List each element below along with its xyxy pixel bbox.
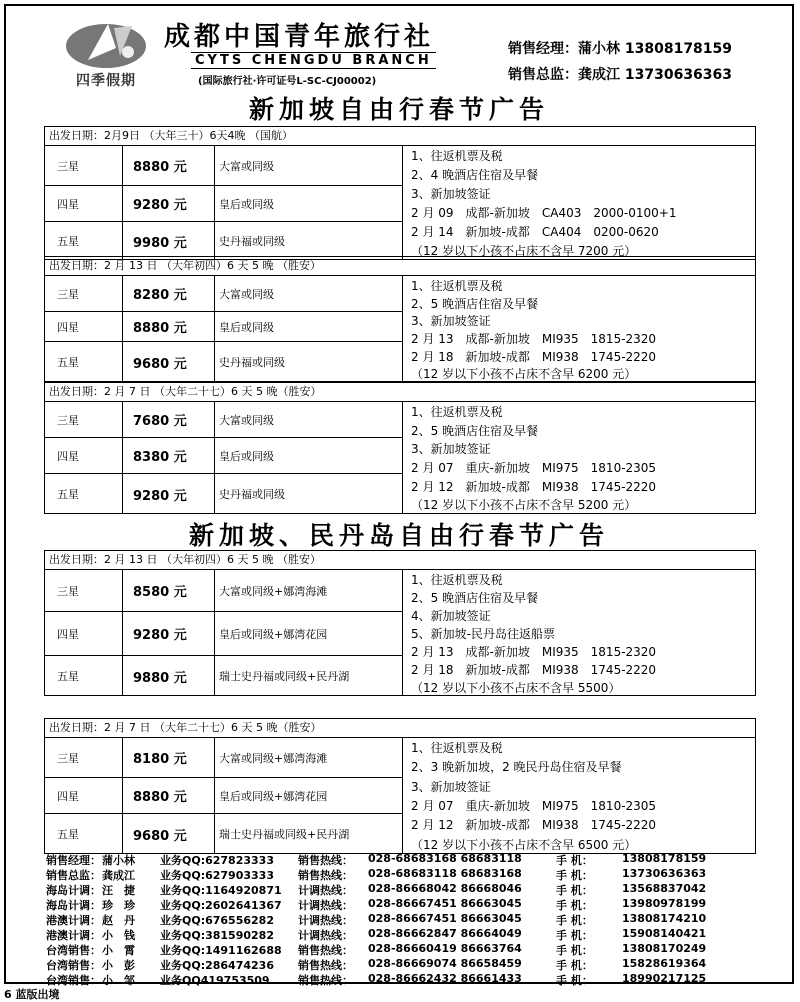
note-line: （12 岁以下小孩不占床不含早 5200 元） [411, 498, 637, 513]
mobile-number: 13568837042 [622, 882, 707, 895]
hotline-number: 028-86660419 86663764 [368, 942, 522, 955]
price-rows [45, 738, 403, 854]
header [6, 6, 792, 98]
star-rating: 三星 [45, 402, 123, 437]
price: 8280 元 [123, 276, 215, 311]
hotel-name: 瑞士史丹福或同级+民丹湖 [215, 656, 403, 696]
star-rating: 四星 [45, 438, 123, 473]
price-row [45, 570, 403, 612]
note-line: 2 月 18 新加坡-成都 MI938 1745-2220 [411, 349, 657, 364]
price-row [45, 342, 403, 382]
mobile-number: 13980978199 [622, 897, 707, 910]
price: 8380 元 [123, 438, 215, 473]
price-row [45, 276, 403, 312]
staff-qq: 业务QQ:2602641367 [160, 899, 282, 912]
price-row [45, 146, 403, 186]
price: 9280 元 [123, 474, 215, 514]
note-line: 2 月 13 成都-新加坡 MI935 1815-2320 [411, 645, 657, 659]
price: 8880 元 [123, 312, 215, 341]
hotel-name: 大富或同级 [215, 146, 403, 185]
hotline-label: 销售热线： [298, 959, 353, 972]
note-line: （12 岁以下小孩不占床不含早 7200 元） [411, 244, 637, 258]
included-notes [405, 276, 753, 382]
hotel-name: 皇后或同级 [215, 312, 403, 341]
price: 9680 元 [123, 342, 215, 382]
hotline-number: 028-86668042 86668046 [368, 882, 522, 895]
price-row [45, 186, 403, 222]
price-rows [45, 146, 403, 260]
mobile-number: 13808174210 [622, 912, 707, 925]
staff-name: 小 霄 [102, 944, 135, 957]
hotel-name: 皇后或同级 [215, 186, 403, 221]
mobile-label: 手 机： [556, 974, 593, 987]
tour-block [44, 382, 756, 514]
note-line: 2、5 晚酒店住宿及早餐 [411, 423, 539, 438]
hotline-label: 计调热线： [298, 899, 353, 912]
price: 8880 元 [123, 778, 215, 813]
hotline-label: 计调热线： [298, 884, 353, 897]
included-notes [405, 738, 753, 854]
hotel-name: 瑞士史丹福或同级+民丹湖 [215, 814, 403, 854]
staff-role: 台湾销售： [46, 959, 101, 972]
logo-text: 四季假期 [76, 73, 136, 89]
note-line: 1、往返机票及税 [411, 741, 503, 755]
departure-date: 出发日期：2 月 7 日 （大年二十七）6 天 5 晚（胜安） [45, 383, 755, 402]
staff-qq: 业务QQ:1491162688 [160, 944, 282, 957]
hotel-name: 大富或同级 [215, 402, 403, 437]
staff-name: 小 邹 [102, 974, 135, 987]
section-title-singapore-bintan: 新加坡、民丹岛自由行春节广告 [188, 521, 609, 550]
mobile-number: 15908140421 [622, 927, 707, 940]
note-line: 2、3 晚新加坡，2 晚民丹岛住宿及早餐 [411, 760, 622, 775]
hotline-number: 028-86667451 86663045 [368, 912, 522, 925]
star-rating: 三星 [45, 146, 123, 185]
hotline-label: 销售热线： [298, 854, 353, 867]
star-rating: 四星 [45, 186, 123, 221]
price: 8580 元 [123, 570, 215, 611]
hotline-number: 028-86667451 86663045 [368, 897, 522, 910]
price-row [45, 814, 403, 854]
included-notes [405, 402, 753, 514]
departure-date: 出发日期：2 月 7 日 （大年二十七）6 天 5 晚（胜安） [45, 719, 755, 738]
staff-name: 龚成江 [102, 869, 135, 882]
hotel-name: 大富或同级 [215, 276, 403, 311]
price-rows [45, 402, 403, 514]
hotel-name: 皇后或同级+娜湾花园 [215, 612, 403, 655]
note-line: 3、新加坡签证 [411, 779, 491, 794]
staff-qq: 业务QQ:286474236 [160, 959, 274, 972]
mobile-number: 15828619364 [622, 957, 707, 970]
price: 9880 元 [123, 656, 215, 696]
star-rating: 四星 [45, 612, 123, 655]
staff-name: 蒲小林 [102, 854, 135, 867]
note-line: 5、新加坡-民丹岛往返船票 [411, 627, 555, 641]
note-line: （12 岁以下小孩不占床不含早 6200 元） [411, 367, 637, 382]
price-row [45, 402, 403, 438]
note-line: 2 月 14 新加坡-成都 CA404 0200-0620 [411, 225, 659, 239]
note-line: 3、新加坡签证 [411, 442, 491, 457]
note-line: 2 月 07 重庆-新加坡 MI975 1810-2305 [411, 461, 657, 475]
departure-date: 出发日期：2月9日 （大年三十）6天4晚 （国航） [45, 127, 755, 146]
staff-name: 小 彭 [102, 959, 135, 972]
note-line: 1、往返机票及税 [411, 405, 503, 419]
mobile-label: 手 机： [556, 854, 593, 867]
price-row [45, 474, 403, 514]
mobile-number: 13730636363 [622, 867, 707, 880]
mobile-number: 13808178159 [622, 852, 707, 865]
agency-english-name: CYTS CHENGDU BRANCH [191, 52, 436, 69]
hotline-number: 028-68683118 68683168 [368, 867, 522, 880]
star-rating: 五星 [45, 814, 123, 854]
staff-name: 汪 捷 [102, 884, 135, 897]
mobile-label: 手 机： [556, 929, 593, 942]
star-rating: 五星 [45, 656, 123, 696]
hotline-number: 028-68683168 68683118 [368, 852, 522, 865]
tour-block [44, 126, 756, 260]
mobile-label: 手 机： [556, 914, 593, 927]
price: 9980 元 [123, 222, 215, 260]
hotel-name: 史丹福或同级 [215, 474, 403, 514]
staff-name: 珍 珍 [102, 899, 135, 912]
staff-role: 港澳计调： [46, 929, 101, 942]
note-line: 2 月 18 新加坡-成都 MI938 1745-2220 [411, 663, 657, 677]
hotline-number: 028-86662432 86661433 [368, 972, 522, 985]
note-line: 2、5 晚酒店住宿及早餐 [411, 591, 539, 605]
price-row [45, 778, 403, 814]
note-line: 3、新加坡签证 [411, 314, 491, 329]
agency-name: 成都中国青年旅行社 [164, 22, 435, 52]
hotel-name: 皇后或同级+娜湾花园 [215, 778, 403, 813]
price: 8880 元 [123, 146, 215, 185]
hotel-name: 皇后或同级 [215, 438, 403, 473]
tour-block [44, 550, 756, 696]
header-contacts [508, 36, 732, 88]
star-rating: 四星 [45, 778, 123, 813]
price-row [45, 612, 403, 656]
hotline-number: 028-86669074 86658459 [368, 957, 522, 970]
staff-qq: 业务QQ:676556282 [160, 914, 274, 927]
price: 7680 元 [123, 402, 215, 437]
price-rows [45, 570, 403, 696]
hotline-label: 计调热线： [298, 914, 353, 927]
departure-date: 出发日期：2 月 13 日 （大年初四）6 天 5 晚 （胜安） [45, 551, 755, 570]
hotel-name: 大富或同级+娜湾海滩 [215, 570, 403, 611]
star-rating: 三星 [45, 570, 123, 611]
star-rating: 三星 [45, 738, 123, 777]
sales-director: 销售总监：龚成江 13730636363 [508, 67, 733, 83]
staff-qq: 业务QQ:627903333 [160, 869, 274, 882]
price: 9280 元 [123, 186, 215, 221]
star-rating: 五星 [45, 342, 123, 382]
hotel-name: 大富或同级+娜湾海滩 [215, 738, 403, 777]
price-row [45, 656, 403, 696]
price-row [45, 738, 403, 778]
note-line: 2 月 09 成都-新加坡 CA403 2000-0100+1 [411, 206, 677, 220]
note-line: 2、5 晚酒店住宿及早餐 [411, 296, 539, 311]
note-line: 2、4 晚酒店住宿及早餐 [411, 168, 539, 182]
note-line: 2 月 12 新加坡-成都 MI938 1745-2220 [411, 479, 657, 494]
mobile-label: 手 机： [556, 899, 593, 912]
logo-emblem-icon [58, 18, 168, 70]
mobile-number: 13808170249 [622, 942, 707, 955]
mobile-label: 手 机： [556, 959, 593, 972]
note-line: 2 月 07 重庆-新加坡 MI975 1810-2305 [411, 799, 657, 813]
staff-qq: 业务QQ:1164920871 [160, 884, 282, 897]
star-rating: 五星 [45, 474, 123, 514]
staff-name: 小 钱 [102, 929, 135, 942]
price: 9280 元 [123, 612, 215, 655]
price: 8180 元 [123, 738, 215, 777]
tour-block [44, 718, 756, 854]
staff-qq: 业务QQ:627823333 [160, 854, 274, 867]
hotline-number: 028-86662847 86664049 [368, 927, 522, 940]
departure-date: 出发日期：2 月 13 日 （大年初四）6 天 5 晚 （胜安） [45, 257, 755, 276]
note-line: （12 岁以下小孩不占床不含早 5500） [411, 681, 621, 695]
star-rating: 五星 [45, 222, 123, 260]
mobile-label: 手 机： [556, 884, 593, 897]
ad-frame [4, 4, 794, 987]
staff-qq: 业务QQ419753509 [160, 974, 270, 987]
price: 9680 元 [123, 814, 215, 854]
included-notes [405, 146, 753, 260]
price-row [45, 438, 403, 474]
mobile-label: 手 机： [556, 944, 593, 957]
note-line: （12 岁以下小孩不占床不含早 6500 元） [411, 837, 637, 852]
staff-role: 销售经理： [46, 854, 101, 867]
price-rows [45, 276, 403, 382]
note-line: 3、新加坡签证 [411, 187, 491, 201]
section-title-singapore: 新加坡自由行春节广告 [248, 95, 549, 124]
note-line: 1、往返机票及税 [411, 279, 503, 293]
hotline-label: 销售热线： [298, 944, 353, 957]
note-line: 2 月 12 新加坡-成都 MI938 1745-2220 [411, 818, 657, 833]
price-row [45, 222, 403, 260]
hotel-name: 史丹福或同级 [215, 342, 403, 382]
staff-role: 港澳计调： [46, 914, 101, 927]
hotline-label: 计调热线： [298, 929, 353, 942]
price-row [45, 312, 403, 342]
tour-block [44, 256, 756, 382]
note-line: 2 月 13 成都-新加坡 MI935 1815-2320 [411, 332, 657, 346]
hotel-name: 史丹福或同级 [215, 222, 403, 260]
staff-role: 海岛计调： [46, 899, 101, 912]
note-line: 1、往返机票及税 [411, 149, 503, 163]
mobile-label: 手 机： [556, 869, 593, 882]
hotline-label: 销售热线： [298, 869, 353, 882]
staff-role: 销售总监： [46, 869, 101, 882]
staff-role: 台湾销售： [46, 944, 101, 957]
included-notes [405, 570, 753, 696]
agency-license: (国际旅行社·许可证号L-SC-CJ00002) [198, 76, 377, 87]
note-line: 4、新加坡签证 [411, 609, 491, 623]
staff-qq: 业务QQ:381590282 [160, 929, 274, 942]
hotline-label: 销售热线： [298, 974, 353, 987]
staff-name: 赵 丹 [102, 914, 135, 927]
note-line: 1、往返机票及税 [411, 573, 503, 587]
staff-role: 海岛计调： [46, 884, 101, 897]
page-label: 6 蓝版出境 [4, 988, 60, 1001]
staff-role: 台湾销售： [46, 974, 101, 987]
mobile-number: 18990217125 [622, 972, 707, 985]
star-rating: 三星 [45, 276, 123, 311]
star-rating: 四星 [45, 312, 123, 341]
sales-manager: 销售经理：蒲小林 13808178159 [508, 41, 733, 57]
